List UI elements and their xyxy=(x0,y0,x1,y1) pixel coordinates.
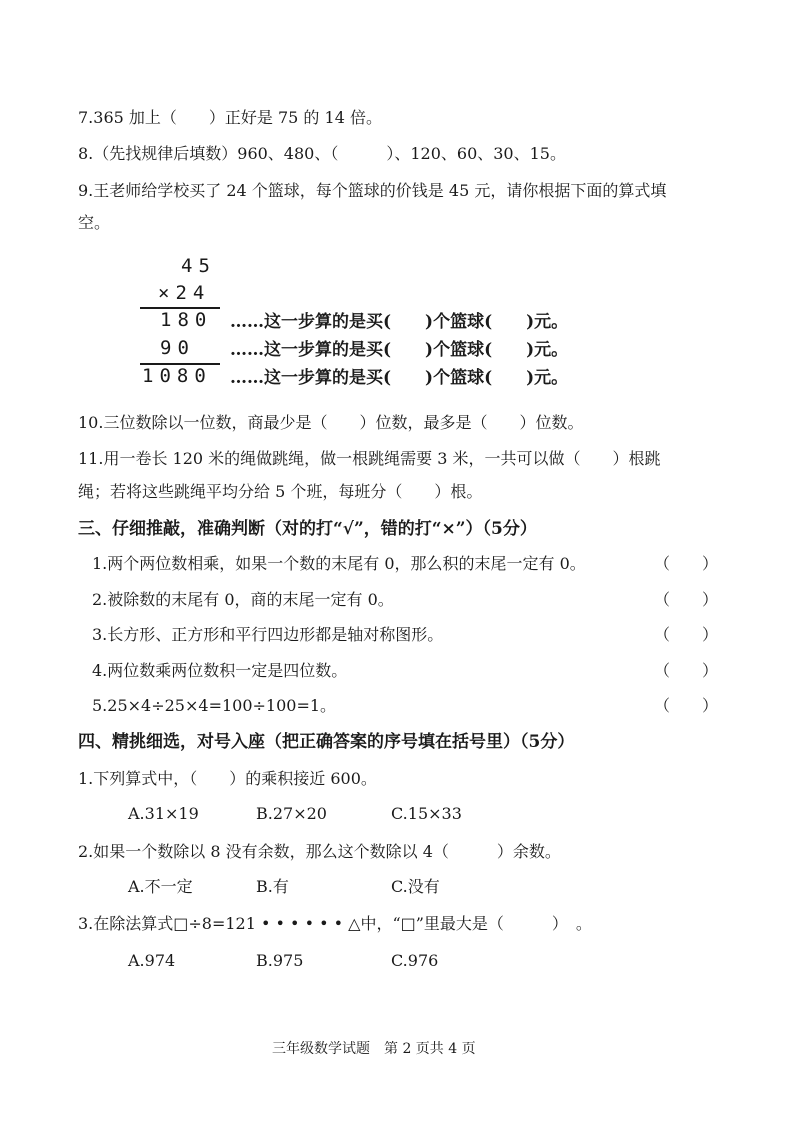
choice-question-3: 3.在除法算式□÷8=121 • • • • • • △中，“□”里最大是（ ） 。 xyxy=(78,914,592,933)
question-10: 10.三位数除以一位数，商最少是（ ）位数，最多是（ ）位数。 xyxy=(78,413,584,432)
question-11-line-2: 绳；若将这些跳绳平均分给 5 个班，每班分（ ）根。 xyxy=(78,482,483,501)
q2-option-b: B.有 xyxy=(256,877,289,896)
section-3-heading: 三、仔细推敲，准确判断（对的打“√”，错的打“×”）（5分） xyxy=(78,519,537,539)
judge-item-1: 1.两个两位数相乘，如果一个数的末尾有 0，那么积的末尾一定有 0。 xyxy=(92,554,586,573)
section-4-heading: 四、精挑细选，对号入座（把正确答案的序号填在括号里）（5分） xyxy=(78,732,575,752)
judge-item-5: 5.25×4÷25×4=100÷100=1。 xyxy=(92,696,337,715)
partial-product-2: 90 xyxy=(160,337,195,359)
multiplicand: 45 xyxy=(181,255,216,277)
q3-option-b: B.975 xyxy=(256,951,304,970)
choice-question-2: 2.如果一个数除以 8 没有余数，那么这个数除以 4（ ）余数。 xyxy=(78,842,561,861)
q2-option-a: A.不一定 xyxy=(128,877,193,896)
question-7: 7.365 加上（ ）正好是 75 的 14 倍。 xyxy=(78,108,382,127)
answer-paren-2[interactable]: （ ） xyxy=(654,590,719,609)
judge-item-3: 3.长方形、正方形和平行四边形都是轴对称图形。 xyxy=(92,625,444,644)
q1-option-b: B.27×20 xyxy=(256,804,327,823)
product: 1080 xyxy=(142,365,212,387)
step-note-2: ……这一步算的是买( )个篮球( )元。 xyxy=(230,340,569,360)
question-9-line-2: 空。 xyxy=(78,213,111,232)
q1-option-a: A.31×19 xyxy=(128,804,199,823)
q3-option-a: A.974 xyxy=(128,951,176,970)
partial-product-1: 180 xyxy=(160,309,213,331)
q3-option-c: C.976 xyxy=(391,951,439,970)
question-8: 8.（先找规律后填数）960、480、（ ）、120、60、30、15。 xyxy=(78,144,566,163)
step-note-1: ……这一步算的是买( )个篮球( )元。 xyxy=(230,312,569,332)
q1-option-c: C.15×33 xyxy=(391,804,462,823)
answer-paren-4[interactable]: （ ） xyxy=(654,661,719,680)
page-footer: 三年级数学试题 第 2 页共 4 页 xyxy=(272,1041,476,1057)
answer-paren-3[interactable]: （ ） xyxy=(654,625,719,644)
question-11-line-1: 11.用一卷长 120 米的绳做跳绳，做一根跳绳需要 3 米，一共可以做（ ）根跳 xyxy=(78,449,661,468)
multiplier: ×24 xyxy=(158,282,211,304)
question-9-line-1: 9.王老师给学校买了 24 个篮球，每个篮球的价钱是 45 元，请你根据下面的算式填 xyxy=(78,181,667,200)
judge-item-2: 2.被除数的末尾有 0，商的末尾一定有 0。 xyxy=(92,590,394,609)
judge-item-4: 4.两位数乘两位数积一定是四位数。 xyxy=(92,661,348,680)
step-note-3: ……这一步算的是买( )个篮球( )元。 xyxy=(230,368,569,388)
answer-paren-1[interactable]: （ ） xyxy=(654,554,719,573)
q2-option-c: C.没有 xyxy=(391,877,440,896)
answer-paren-5[interactable]: （ ） xyxy=(654,696,719,715)
choice-question-1: 1.下列算式中，（ ）的乘积接近 600。 xyxy=(78,769,377,788)
